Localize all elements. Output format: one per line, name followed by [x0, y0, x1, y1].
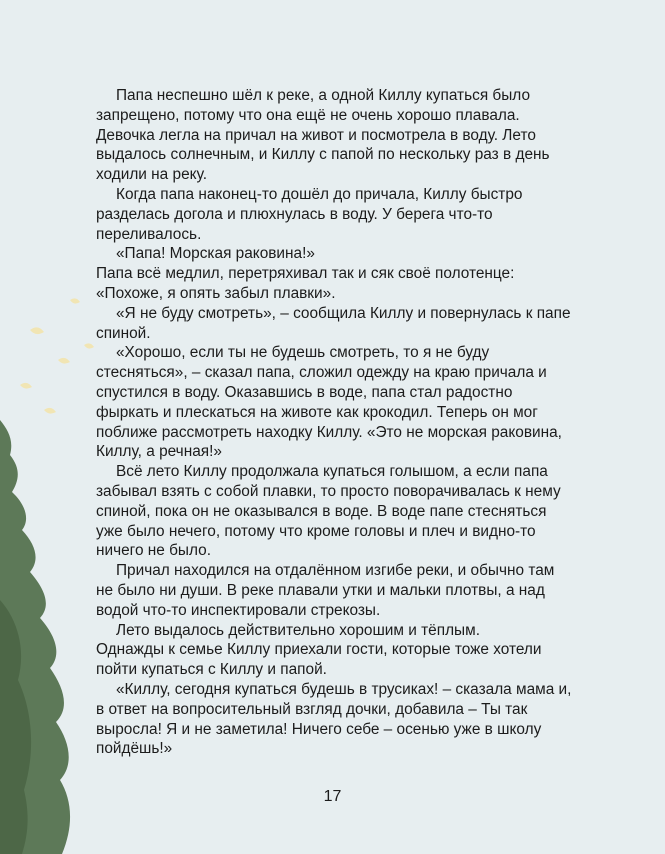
petal: [70, 298, 80, 303]
paragraph: Папа неспешно шёл к реке, а одной Киллу купаться было запрещено, потому что она ещё не очень хорошо плавала. Девочка легла на причал на живот и посмотрела в воду. Лето выдалось солнечным, и Киллу с папой по нескольку раз в день ходили на реку.: [96, 87, 550, 184]
page-number: 17: [323, 788, 342, 805]
story-text: [96, 86, 574, 759]
petal: [58, 358, 70, 364]
paragraph: Лето выдалось действительно хорошим и тёплым.: [116, 621, 480, 639]
paragraph: «Похоже, я опять забыл плавки».: [96, 284, 336, 302]
tree-foliage-shadow: [0, 600, 31, 854]
paragraph: «Хорошо, если ты не будешь смотреть, то я не буду стесняться», – сказал папа, сложил одежду на краю причала и спустился в воду. Оказавшись в воде, папа стал радостно фыркать и плескаться на животе как крокодил. Теперь он мог поближе рассмотреть находку Киллу. «Это не морская раковина, Киллу, а речная!»: [96, 344, 562, 461]
paragraph: «Киллу, сегодня купаться будешь в трусиках! – сказала мама и, в ответ на вопросительный взгляд дочки, добавила – Ты так выросла! Я и не заметила! Ничего себе – осенью уже в школу пойдёшь!»: [96, 680, 572, 758]
petal: [84, 343, 94, 348]
petal: [44, 408, 56, 414]
petal: [20, 383, 32, 389]
paragraph: Папа всё медлил, перетряхивал так и сяк своё полотенце:: [96, 265, 515, 283]
petal: [30, 327, 44, 334]
paragraph: «Я не буду смотреть», – сообщила Киллу и повернулась к папе спиной.: [96, 304, 571, 342]
paragraph: Всё лето Киллу продолжала купаться голышом, а если папа забывал взять с собой плавки, то просто поворачивалась к нему спиной, пока он не оказывался в воде. В воде папе стесняться уже было нечего, потому что кроме головы и плеч и видно-то ничего не было.: [96, 463, 561, 560]
paragraph: Однажды к семье Киллу приехали гости, которые тоже хотели пойти купаться с Киллу и папой.: [96, 641, 542, 679]
paragraph: «Папа! Морская раковина!»: [116, 245, 315, 263]
paragraph: Когда папа наконец-то дошёл до причала, Киллу быстро разделась догола и плюхнулась в воду. У берега что-то переливалось.: [96, 185, 523, 243]
paragraph: Причал находился на отдалённом изгибе реки, и обычно там не было ни души. В реке плавали утки и мальки плотвы, а над водой что-то инспектировали стрекозы.: [96, 562, 555, 619]
falling-petals: [20, 298, 94, 413]
